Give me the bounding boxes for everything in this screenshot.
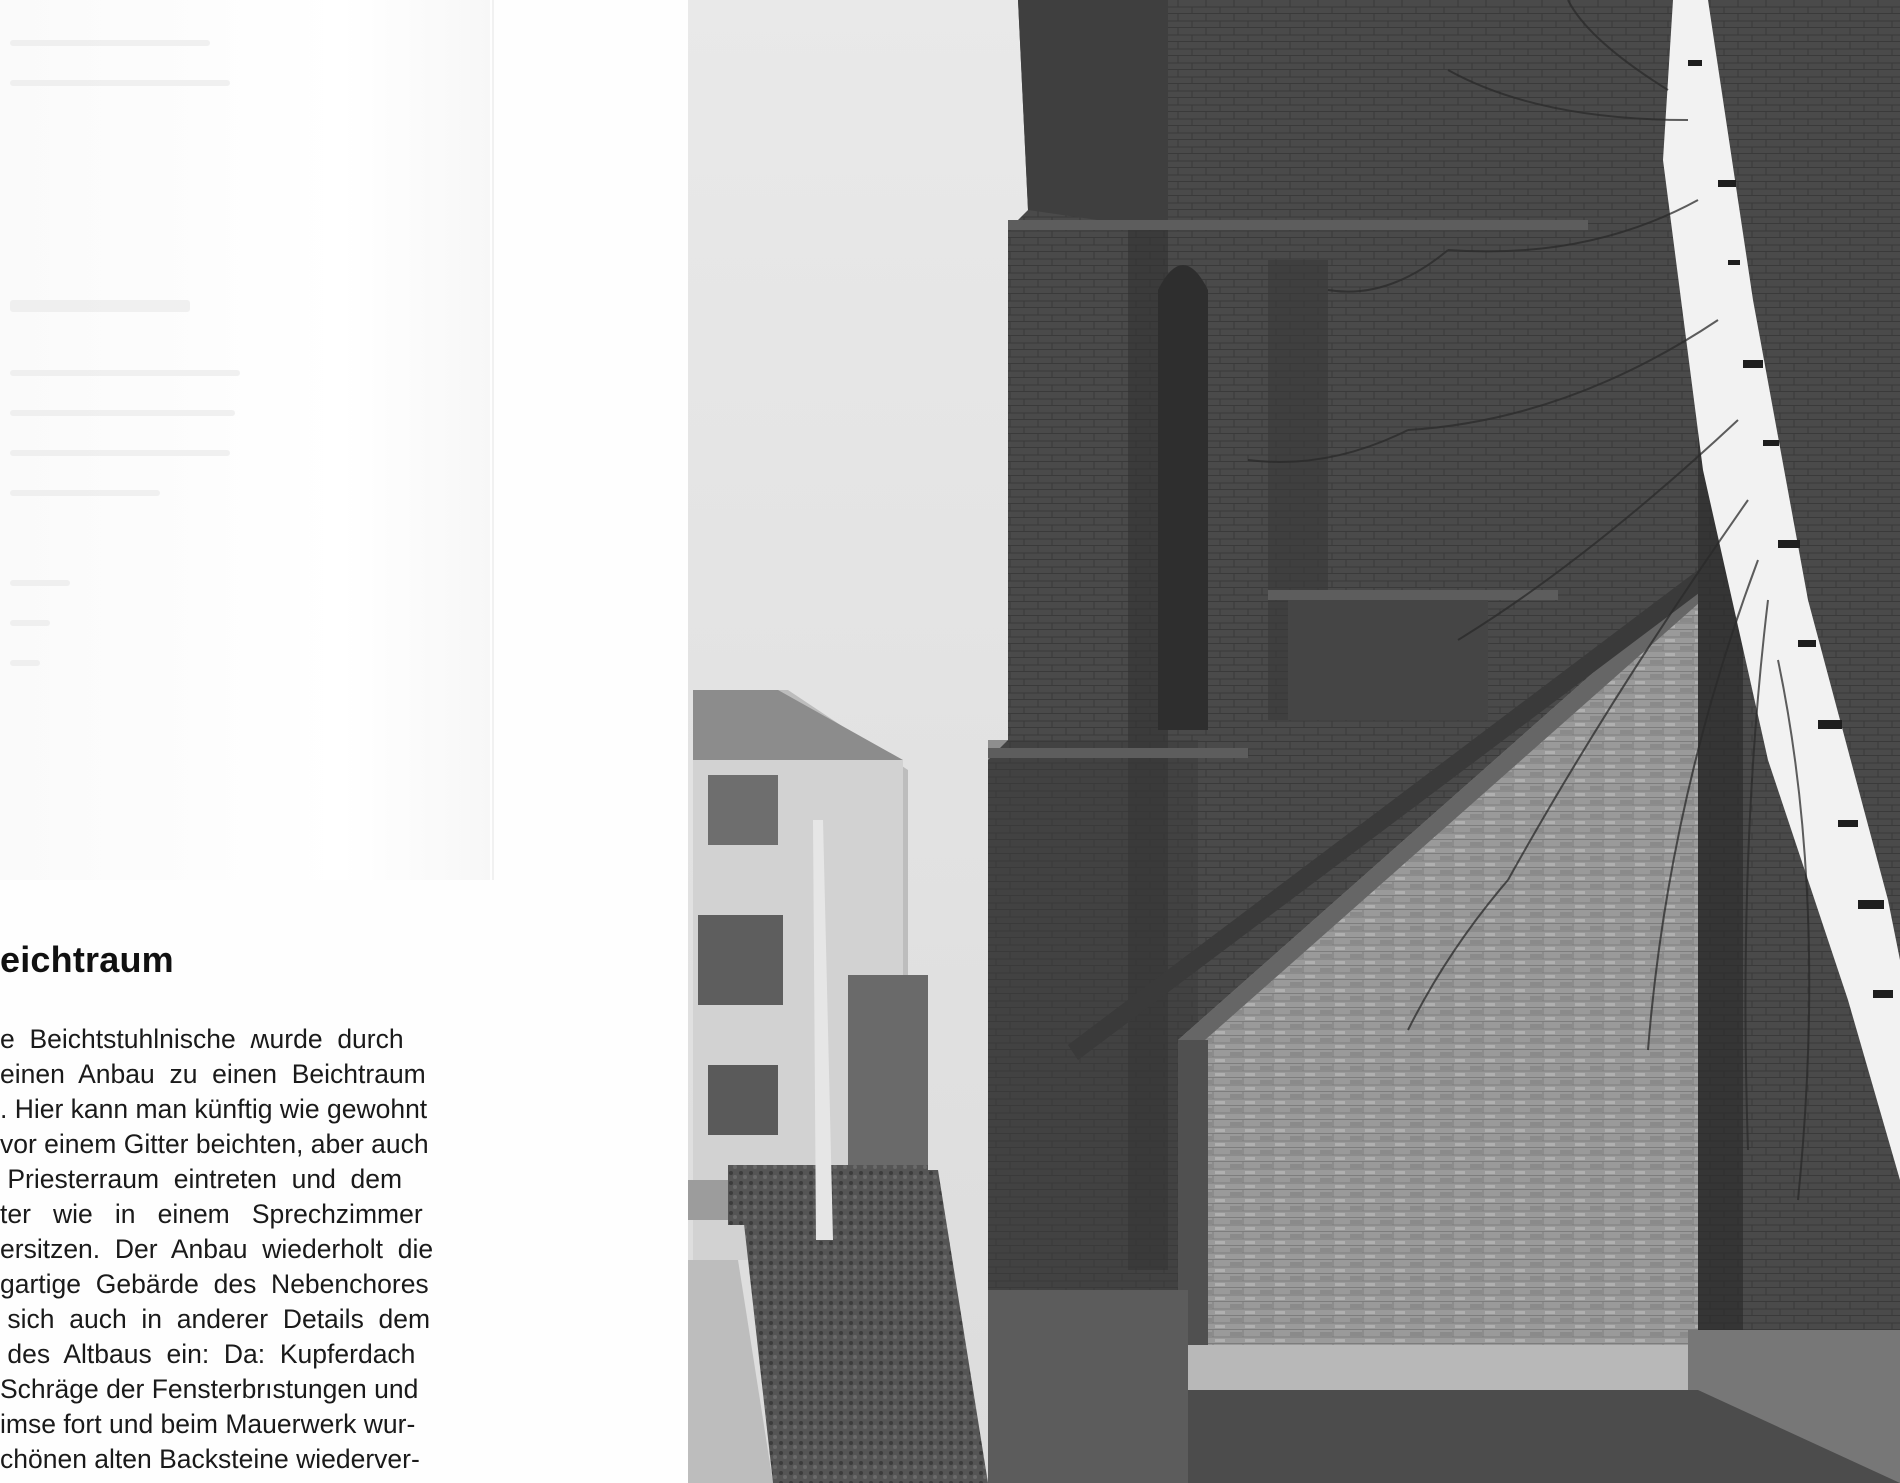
photo-illustration — [688, 0, 1900, 1483]
text-line: Schräge der Fensterbrıstungen und — [0, 1374, 419, 1404]
text-line: ter wie in einem Sprechzimmer — [0, 1199, 423, 1229]
section-heading: eichtraum — [0, 939, 174, 980]
text-line: e Beichtstuhlnische ʍurde durch — [0, 1024, 404, 1054]
text-line: vor einem Gitter beichten, aber auch — [0, 1129, 429, 1159]
church-photograph — [688, 0, 1900, 1483]
text-line: des Altbaus ein: Da: Kupferdach — [0, 1339, 416, 1369]
body-paragraph — [0, 1022, 470, 1477]
text-line: sich auch in anderer Details dem — [0, 1304, 431, 1334]
text-line: chönen alten Backsteine wiederver- — [0, 1444, 420, 1474]
text-line: Priesterraum eintreten und dem — [0, 1164, 403, 1194]
facing-page-show-through — [0, 0, 490, 880]
text-line: gartige Gebärde des Nebenchores — [0, 1269, 429, 1299]
text-line: ersitzen. Der Anbau wiederholt die — [0, 1234, 434, 1264]
text-line: einen Anbau zu einen Beichtraum — [0, 1059, 426, 1089]
text-line: . Hier kann man künftiɡ wie gewohnt — [0, 1094, 428, 1124]
page-gutter — [492, 0, 494, 880]
text-line: imse fort und beim Mauerwerk wur- — [0, 1409, 416, 1439]
